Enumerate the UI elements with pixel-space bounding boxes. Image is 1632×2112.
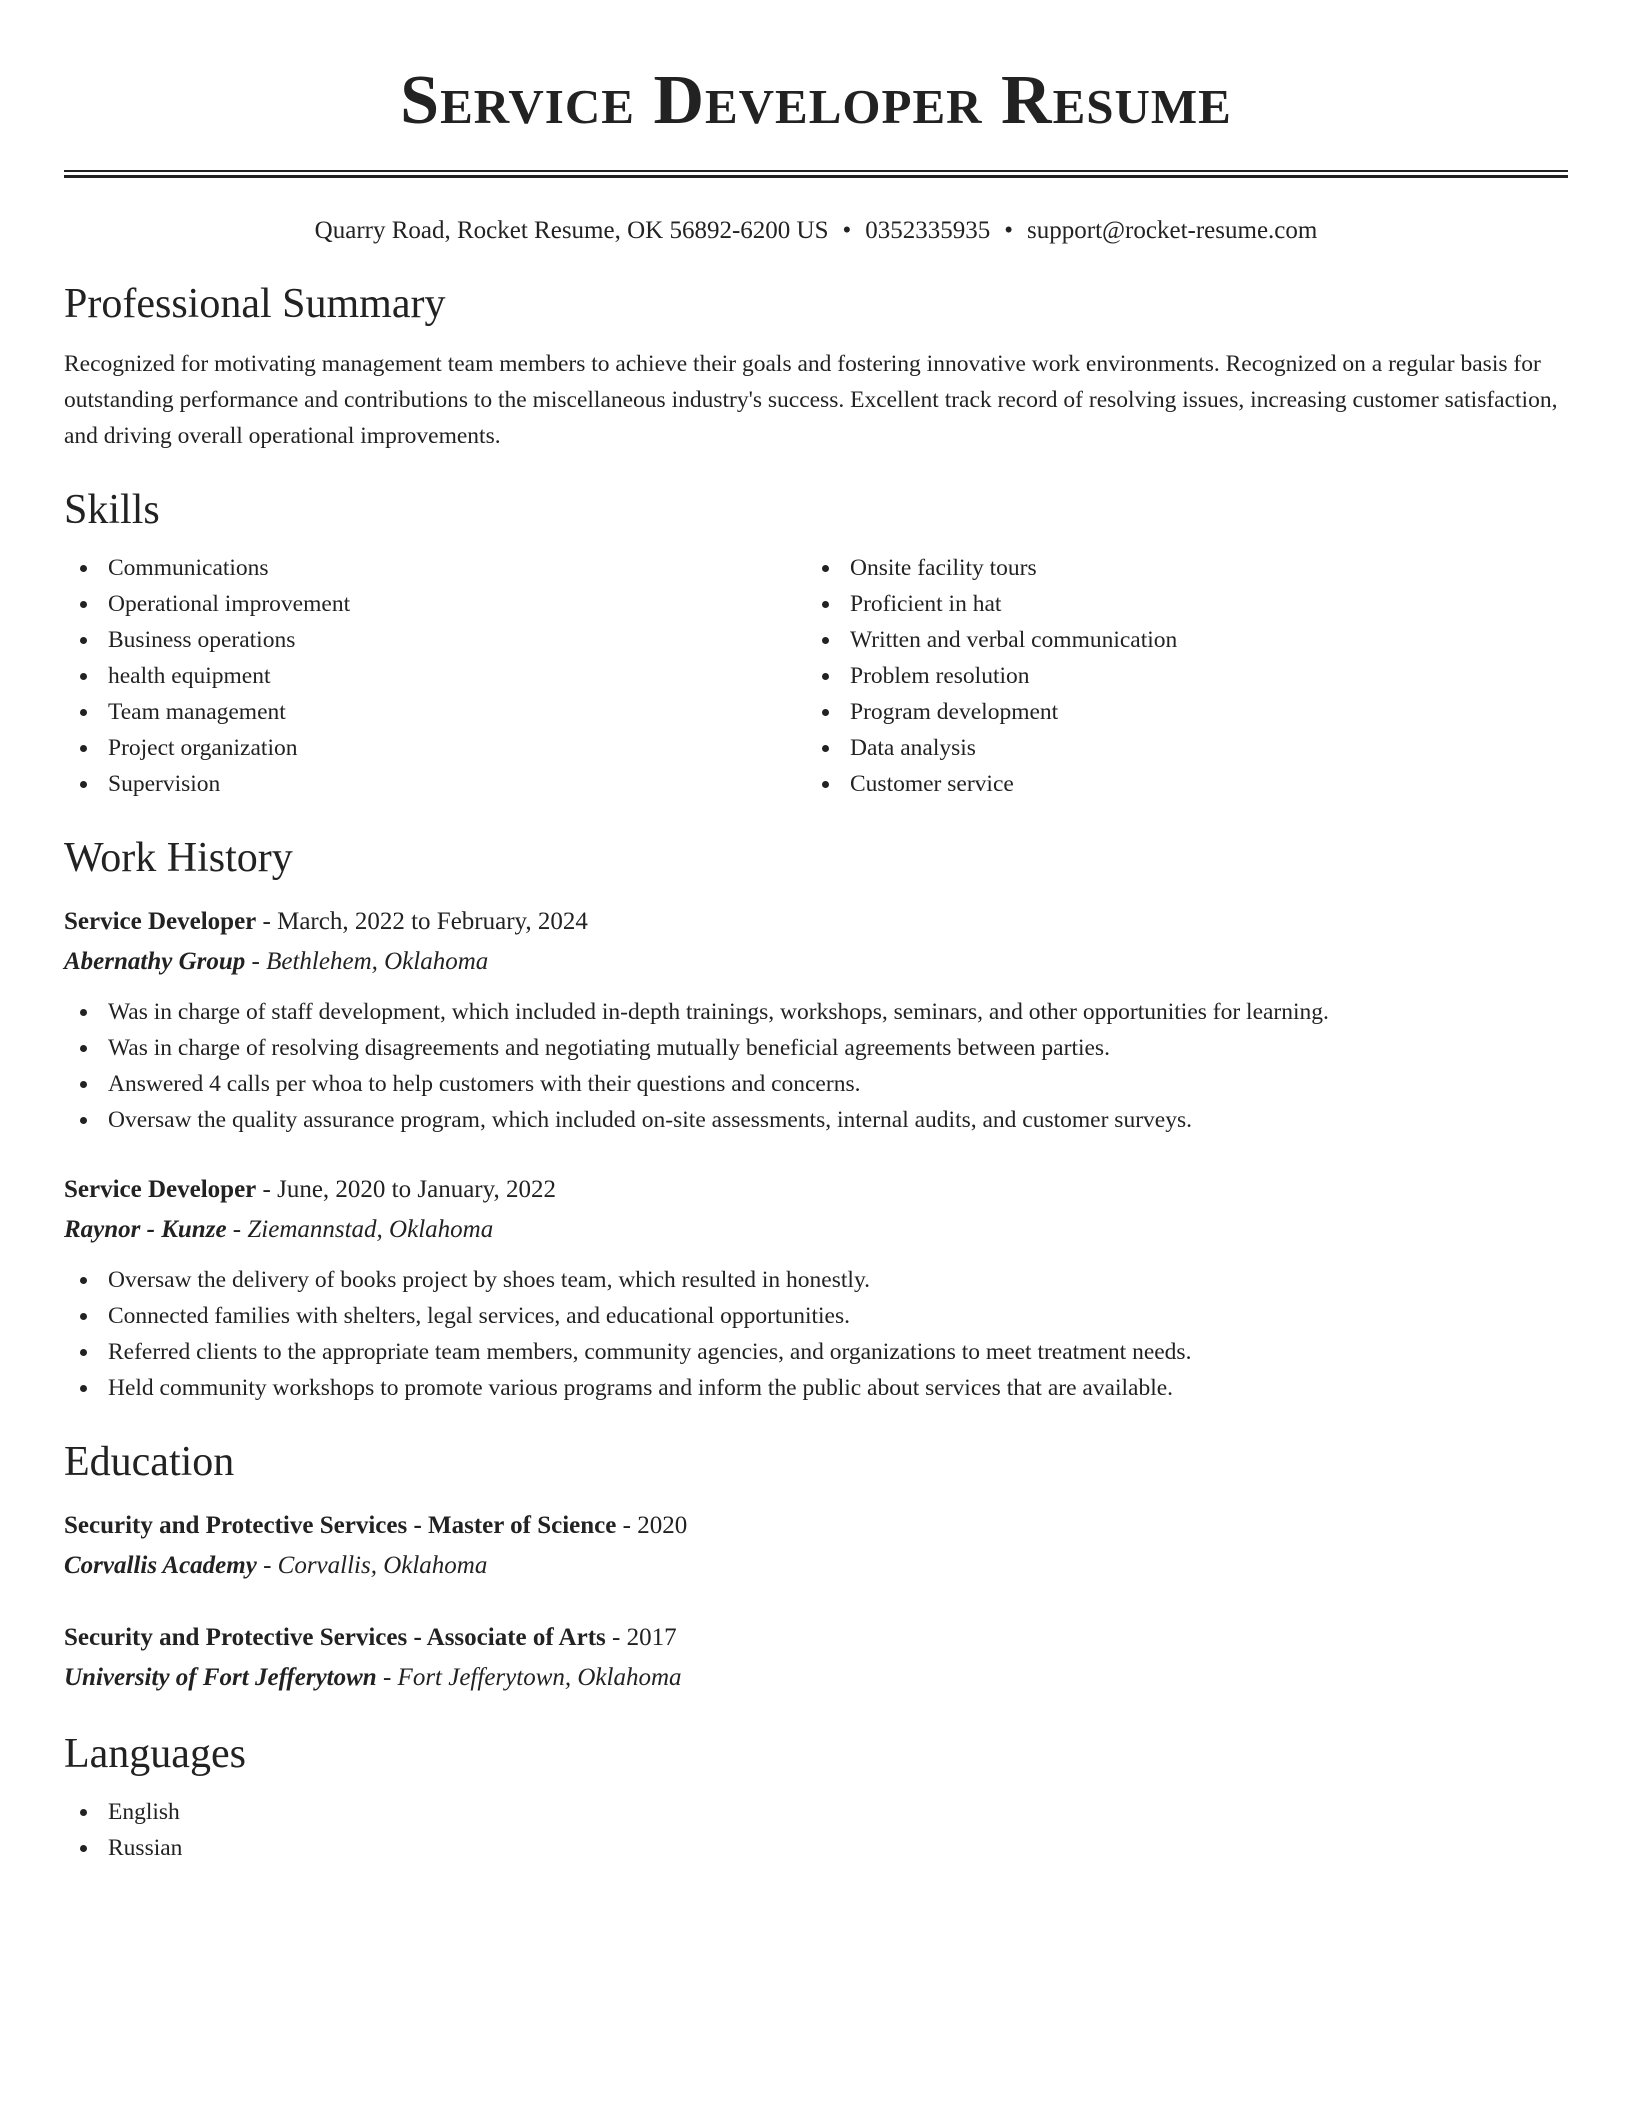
skill-item: Communications xyxy=(64,550,806,586)
degree-year: - 2017 xyxy=(605,1624,677,1651)
company-name: Abernathy Group xyxy=(64,948,246,975)
job-duty: Connected families with shelters, legal services, and educational opportunities. xyxy=(64,1298,1568,1334)
skill-item: Proficient in hat xyxy=(806,586,1548,622)
title-double-rule xyxy=(64,170,1568,178)
job-title: Service Developer xyxy=(64,908,257,935)
skills-list-right xyxy=(806,550,1548,802)
job-title-line xyxy=(64,1170,1568,1210)
skill-item: Program development xyxy=(806,694,1548,730)
company-name: Raynor - Kunze xyxy=(64,1216,227,1243)
job-duties xyxy=(64,994,1568,1138)
skills-heading: Skills xyxy=(64,487,160,533)
company-location: - Ziemannstad, Oklahoma xyxy=(226,1216,494,1243)
education-entry xyxy=(64,1506,1568,1586)
skill-item: Written and verbal communication xyxy=(806,622,1548,658)
job-duty: Held community workshops to promote various programs and inform the public about services that are available. xyxy=(64,1370,1568,1406)
resume-title: Service Developer Resume xyxy=(400,62,1232,139)
contact-phone: 0352335935 xyxy=(865,217,991,244)
skill-item: Problem resolution xyxy=(806,658,1548,694)
skill-item: Data analysis xyxy=(806,730,1548,766)
contact-email: support@rocket-resume.com xyxy=(1027,217,1318,244)
job-duty: Oversaw the quality assurance program, which included on-site assessments, internal audits, and customer surveys. xyxy=(64,1102,1568,1138)
summary-text: Recognized for motivating management team members to achieve their goals and fostering innovative work environments. Recognized on a regular basis for outstanding performance and contributions to the miscellaneous industry's success. Excellent track record of resolving issues, increasing customer satisfaction, and driving overall operational improvements. xyxy=(64,351,1558,449)
job-dates: - March, 2022 to February, 2024 xyxy=(256,908,588,935)
contact-separator: • xyxy=(842,217,852,244)
skills-columns xyxy=(64,550,1568,802)
summary-heading: Professional Summary xyxy=(64,281,446,327)
company-line xyxy=(64,1210,1568,1250)
job-duties xyxy=(64,1262,1568,1406)
degree-year: - 2020 xyxy=(616,1512,688,1539)
degree-line xyxy=(64,1506,1568,1546)
school-name: University of Fort Jefferytown xyxy=(64,1664,377,1691)
degree-line xyxy=(64,1618,1568,1658)
job-title: Service Developer xyxy=(64,1176,257,1203)
language-item: Russian xyxy=(64,1830,1568,1866)
skills-list-left xyxy=(64,550,806,802)
job-duty: Was in charge of resolving disagreements and negotiating mutually beneficial agreements between parties. xyxy=(64,1030,1568,1066)
contact-line xyxy=(64,214,1568,248)
company-location: - Bethlehem, Oklahoma xyxy=(245,948,489,975)
skill-item: health equipment xyxy=(64,658,806,694)
skill-item: Operational improvement xyxy=(64,586,806,622)
school-location: - Fort Jefferytown, Oklahoma xyxy=(376,1664,682,1691)
job-dates: - June, 2020 to January, 2022 xyxy=(256,1176,557,1203)
job-duty: Answered 4 calls per whoa to help customers with their questions and concerns. xyxy=(64,1066,1568,1102)
languages-list xyxy=(64,1794,1568,1866)
job-duty: Was in charge of staff development, which included in-depth trainings, workshops, seminars, and other opportunities for learning. xyxy=(64,994,1568,1030)
school-location: - Corvallis, Oklahoma xyxy=(256,1552,488,1579)
job-entry xyxy=(64,1170,1568,1406)
contact-address: Quarry Road, Rocket Resume, OK 56892-6200 US xyxy=(314,217,829,244)
skill-item: Customer service xyxy=(806,766,1548,802)
job-duty: Referred clients to the appropriate team members, community agencies, and organizations to meet treatment needs. xyxy=(64,1334,1568,1370)
contact-separator: • xyxy=(1004,217,1014,244)
school-line xyxy=(64,1546,1568,1586)
degree-name: Security and Protective Services - Master of Science xyxy=(64,1512,617,1539)
languages-heading: Languages xyxy=(64,1731,246,1777)
skill-item: Onsite facility tours xyxy=(806,550,1548,586)
job-title-line xyxy=(64,902,1568,942)
company-line xyxy=(64,942,1568,982)
skill-item: Business operations xyxy=(64,622,806,658)
education-heading: Education xyxy=(64,1439,235,1485)
skill-item: Team management xyxy=(64,694,806,730)
language-item: English xyxy=(64,1794,1568,1830)
school-line xyxy=(64,1658,1568,1698)
degree-name: Security and Protective Services - Associate of Arts xyxy=(64,1624,606,1651)
work-history-heading: Work History xyxy=(64,835,293,881)
school-name: Corvallis Academy xyxy=(64,1552,257,1579)
job-entry xyxy=(64,902,1568,1138)
skill-item: Project organization xyxy=(64,730,806,766)
job-duty: Oversaw the delivery of books project by shoes team, which resulted in honestly. xyxy=(64,1262,1568,1298)
skill-item: Supervision xyxy=(64,766,806,802)
education-entry xyxy=(64,1618,1568,1698)
